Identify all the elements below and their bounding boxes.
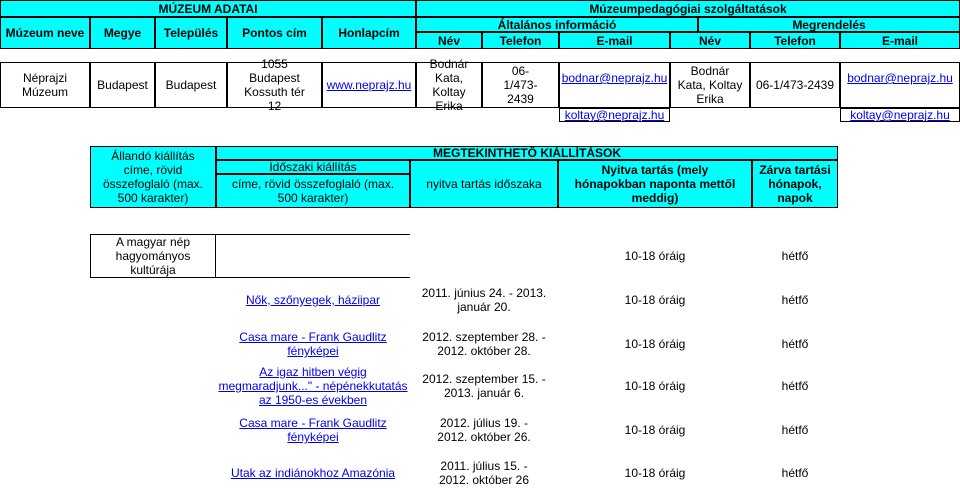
- exhibition-link[interactable]: Az igaz hitben végig megmaradjunk..." - népénekkutatás az 1950-es években: [218, 365, 408, 407]
- opening-hours: 10-18 óráig: [624, 379, 686, 393]
- opening-hours: 10-18 óráig: [624, 337, 686, 351]
- temp-exhibition-title[interactable]: [216, 412, 410, 448]
- exhibition-link[interactable]: Nők, szőnyegek, háziipar: [245, 293, 381, 307]
- sub-email-2: E-mail: [840, 32, 960, 49]
- temp-exhibition-period: 2011. július 15. - 2012. október 26: [438, 459, 530, 487]
- sub-email-1: E-mail: [559, 32, 670, 49]
- col-closed: Zárva tartási hónapok, napok: [752, 160, 838, 208]
- contact-phone-1: 06-1/473-2439: [482, 62, 559, 108]
- closed-days: hétfő: [781, 337, 809, 351]
- closed-days: hétfő: [781, 423, 809, 437]
- exhibition-link[interactable]: Utak az indiánokhoz Amazónia: [230, 466, 396, 480]
- temp-exhibition-period: 2012. szeptember 15. - 2013. január 6.: [422, 372, 546, 400]
- temp-exhibition-title[interactable]: [216, 365, 410, 407]
- email-link[interactable]: bodnar@neprajz.hu: [847, 71, 953, 85]
- exhibition-link[interactable]: Casa mare - Frank Gaudlitz fényképei: [239, 330, 387, 358]
- museum-county: Budapest: [90, 62, 155, 108]
- col-address: Pontos cím: [227, 17, 322, 49]
- email-link[interactable]: koltay@neprajz.hu: [564, 108, 665, 122]
- contact-name-1: Bodnár Kata, Koltay Erika: [416, 62, 482, 108]
- col-temp-period: nyitva tartás időszaka: [410, 160, 558, 208]
- museum-name: Néprajzi Múzeum: [0, 62, 90, 108]
- exhibitions-header: MEGTEKINTHETŐ KIÁLLÍTÁSOK: [216, 146, 838, 160]
- museum-website[interactable]: [322, 62, 416, 108]
- contact-phone-2: 06-1/473-2439: [750, 62, 840, 108]
- contact-email-2a[interactable]: [840, 62, 960, 108]
- temp-header: Időszaki kiállítás: [216, 160, 410, 174]
- col-settlement: Település: [155, 17, 227, 49]
- permanent-exhibition: A magyar nép hagyományos kultúrája: [90, 234, 216, 278]
- temp-exhibition-period: 2012. szeptember 28. - 2012. október 28.: [422, 330, 546, 358]
- ped-services-header: Múzeumpedagógiai szolgáltatások: [416, 0, 960, 17]
- orderer-header: Megrendelés: [698, 17, 960, 32]
- museum-settlement: Budapest: [155, 62, 227, 108]
- sub-name-1: Név: [416, 32, 482, 49]
- col-website: Honlapcím: [322, 17, 416, 49]
- contact-name-2: Bodnár Kata, Koltay Erika: [670, 62, 750, 108]
- closed-days: hétfő: [781, 293, 809, 307]
- col-county: Megye: [90, 17, 155, 49]
- col-permanent: Állandó kiállítás címe, rövid összefoglaló (max. 500 karakter): [90, 146, 216, 208]
- exhibition-link[interactable]: Casa mare - Frank Gaudlitz fényképei: [239, 416, 387, 444]
- closed-days: hétfő: [781, 466, 809, 480]
- col-open: Nyitva tartás (mely hónapokban naponta mettől meddig): [558, 160, 752, 208]
- email-link[interactable]: bodnar@neprajz.hu: [561, 71, 668, 85]
- opening-hours: 10-18 óráig: [624, 293, 686, 307]
- email-link[interactable]: koltay@neprajz.hu: [850, 108, 950, 122]
- contact-email-1b[interactable]: [559, 108, 670, 122]
- opening-hours: 10-18 óráig: [624, 249, 686, 263]
- opening-hours: 10-18 óráig: [624, 423, 686, 437]
- sub-phone-2: Telefon: [750, 32, 840, 49]
- table-row: [216, 234, 410, 278]
- temp-exhibition-period: 2011. június 24. - 2013. január 20.: [421, 286, 547, 314]
- closed-days: hétfő: [781, 379, 809, 393]
- sub-phone-1: Telefon: [482, 32, 559, 49]
- temp-exhibition-title[interactable]: [216, 455, 410, 491]
- temp-exhibition-title[interactable]: [216, 282, 410, 318]
- col-museum-name: Múzeum neve: [0, 17, 90, 49]
- closed-days: hétfő: [781, 249, 809, 263]
- opening-hours: 10-18 óráig: [624, 466, 686, 480]
- temp-exhibition-title[interactable]: [216, 326, 410, 362]
- sub-name-2: Név: [670, 32, 750, 49]
- museum-address: 1055 Budapest Kossuth tér 12: [227, 62, 322, 108]
- website-link[interactable]: www.neprajz.hu: [326, 78, 412, 92]
- general-info-header: Általános információ: [416, 17, 698, 32]
- col-temp-title: címe, rövid összefoglaló (max. 500 karakter): [216, 174, 410, 208]
- museum-data-header: MÚZEUM ADATAI: [0, 0, 416, 17]
- temp-exhibition-period: 2012. július 19. - 2012. október 26.: [437, 416, 531, 444]
- contact-email-2b[interactable]: [840, 108, 960, 122]
- contact-email-1a[interactable]: [559, 62, 670, 108]
